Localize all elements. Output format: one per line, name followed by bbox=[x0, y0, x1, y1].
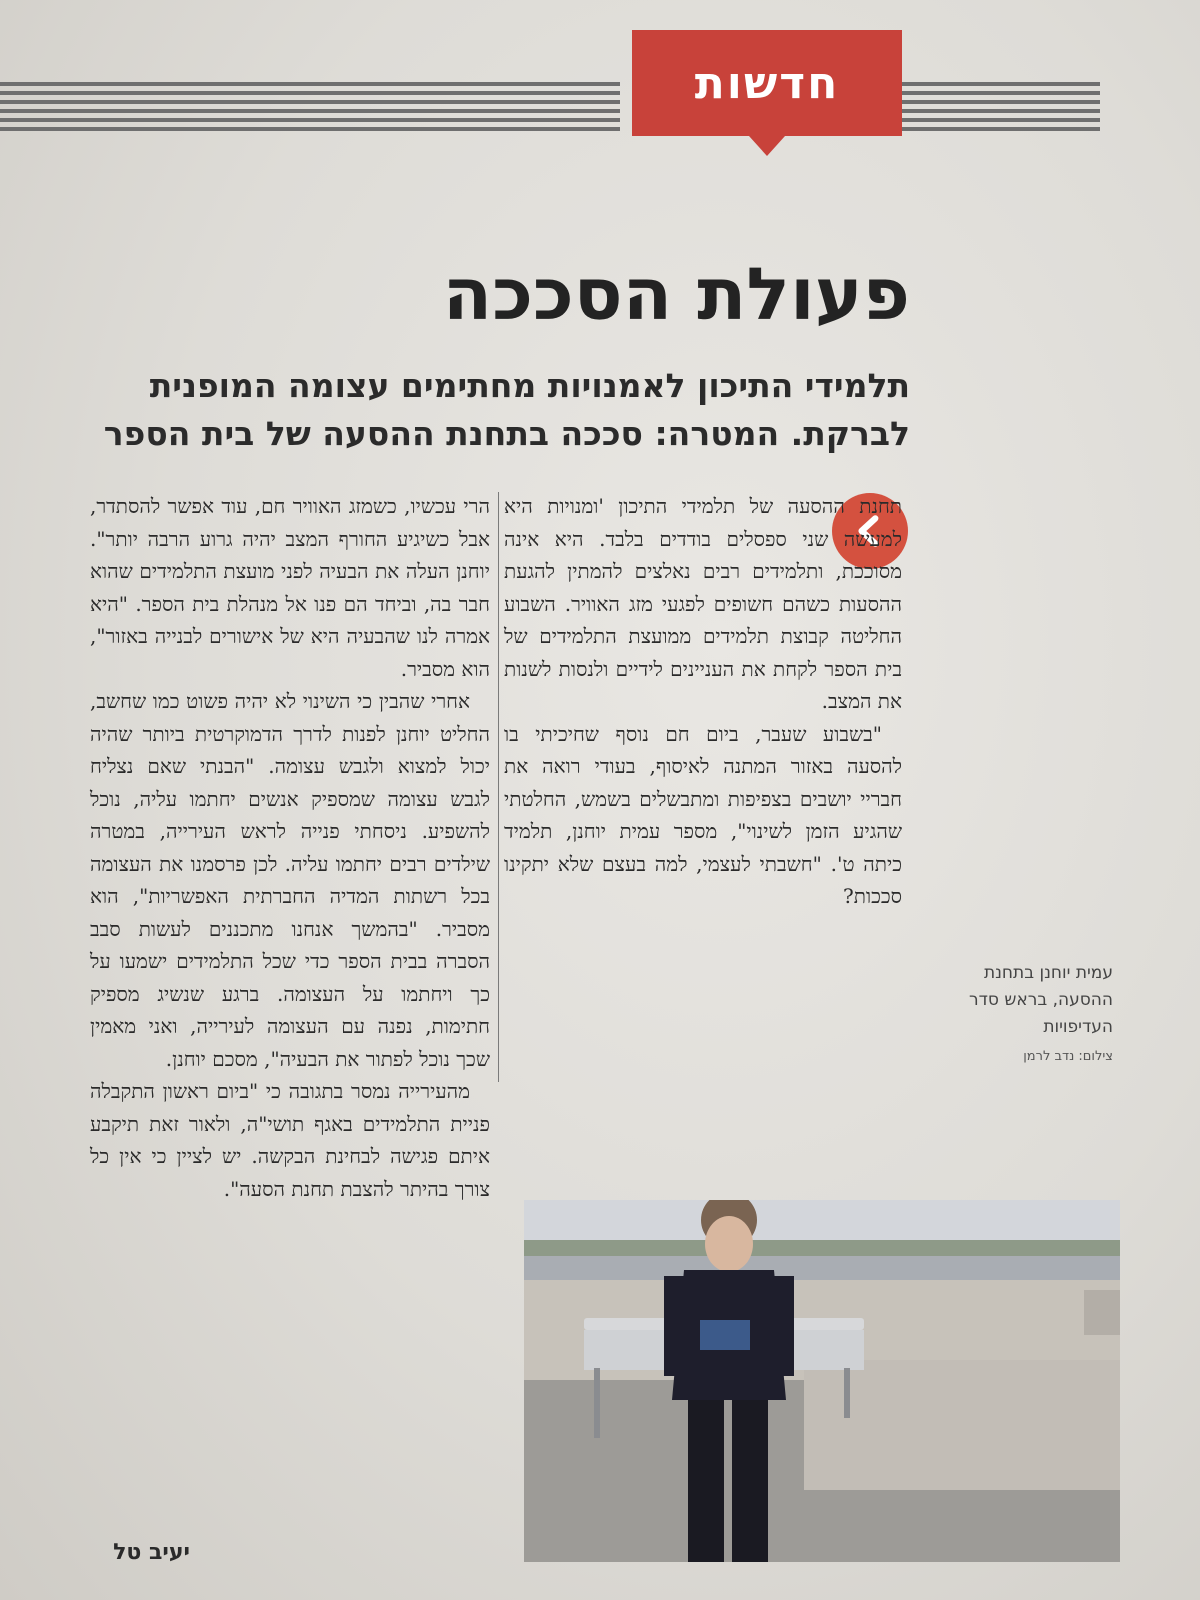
paragraph: "בשבוע שעבר, ביום חם נוסף שחיכיתי בו להסעה באזור המתנה לאיסוף, בעודי רואה את חבריי יושבים בצפיפות ומתבשלים בשמש, החלטתי שהגיע הזמן לשינוי", מספר עמית יוחנן, תלמיד כיתה ט'. "חשבתי לעצמי, למה בעצם שלא יתקינו סככות? bbox=[504, 721, 902, 908]
article-byline: יעיב טל bbox=[113, 1540, 190, 1565]
caption-text: עמית יוחנן בתחנת ההסעה, בראש סדר העדיפויות bbox=[969, 963, 1113, 1037]
article-column-left bbox=[90, 490, 490, 1205]
paragraph: תחנת ההסעה של תלמידי התיכון 'ומנויות היא למעשה שני ספסלים בודדים בלבד. היא אינה מסוככת, ותלמידים רבים נאלצים להמתין להגעת ההסעות כשהם חשופים לפגעי מזג האוויר. השבוע החליטה קבוצת תלמידים ממועצת התלמידים של בית הספר לקחת את העניינים לידיים ולנסות לשנות את המצב. bbox=[504, 494, 902, 713]
paragraph: אחרי שהבין כי השינוי לא יהיה פשוט כמו שחשב, החליט יוחנן לפנות לדרך הדמוקרטית ביותר שהיה יכול למצוא ולגבש עצומה. "הבנתי שאם נצליח לגבש עצומה שמספיק אנשים יחתמו עליה, נוכל להשפיע. ניסחתי פנייה לראש העירייה, במטרה שילדים רבים יחתמו עליה. לכן פרסמנו את העצומה בכל רשתות המדיה החברתית האפשריות", הוא מסביר. "בהמשך אנחנו מתכננים לעשות סבב הסברה בבית הספר כדי שכל התלמידים ישמעו על כך ויחתמו על העצומה. ברגע שנשיג מספיק חתימות, נפנה עם העצומה לעירייה, ואני מאמין שכך נוכל לפתור את הבעיה", מסכם יוחנן. bbox=[90, 689, 490, 1071]
article-subheadline: תלמידי התיכון לאמנויות מחתימים עצומה המופנית לברקת. המטרה: סככה בתחנת ההסעה של בית הספר bbox=[103, 366, 910, 453]
section-label: חדשות bbox=[694, 57, 840, 109]
column-divider bbox=[498, 492, 499, 1082]
photo-caption bbox=[958, 960, 1113, 1070]
paragraph: מהעירייה נמסר בתגובה כי "ביום ראשון התקבלה פניית התלמידים באגף תושי"ה, ולאור זאת תיקבע איתם פגישה לבחינת הבקשה. יש לציין כי אין כל צורך בהיתר להצבת תחנת הסעה". bbox=[90, 1079, 490, 1201]
photo-credit: צילום: נדב לרמן bbox=[1023, 1049, 1113, 1064]
header-rule-right bbox=[900, 82, 1100, 134]
article-column-right bbox=[504, 490, 902, 913]
badge-tail bbox=[749, 136, 785, 156]
paragraph: הרי עכשיו, כשמזג האוויר חם, עוד אפשר להסתדר, אבל כשיגיע החורף המצב יהיה גרוע הרבה יותר". יוחנן העלה את הבעיה לפני מועצת התלמידים שהוא חבר בה, וביחד הם פנו אל מנהלת בית הספר. "היא אמרה לנו שהבעיה היא של אישורים לבנייה באזור", הוא מסביר. bbox=[90, 494, 490, 681]
header-rule-left bbox=[0, 82, 620, 134]
article-headline: פעולת הסככה bbox=[442, 252, 910, 336]
article-photo bbox=[524, 1200, 1120, 1562]
section-badge bbox=[632, 30, 902, 136]
photo-illustration bbox=[524, 1200, 1120, 1562]
